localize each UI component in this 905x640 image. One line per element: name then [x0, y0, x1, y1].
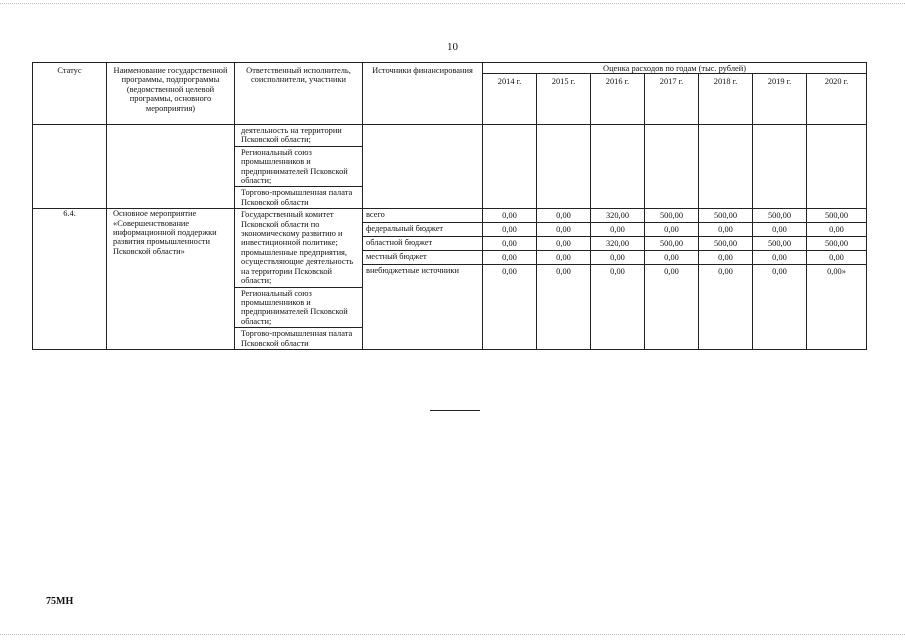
value-cell: 0,00: [772, 267, 787, 277]
value-cell: 500,00: [807, 209, 866, 223]
executor-line: Региональный союз промышленников и предпринимателей Псковской области;: [235, 288, 362, 329]
value-cell: 500,00: [699, 209, 752, 223]
value-cell: 0,00: [483, 223, 536, 237]
continuation-value-cell: [645, 125, 699, 209]
source-federal: федеральный бюджет: [363, 223, 482, 237]
value-cell: 320,00: [591, 237, 644, 251]
page-number: 10: [447, 41, 458, 53]
value-cell: 0,00: [537, 251, 590, 265]
end-divider-line: [430, 410, 480, 411]
value-cell: 0,00: [610, 267, 625, 277]
value-cell: 0,00: [664, 267, 679, 277]
header-estimate: Оценка расходов по годам (тыс. рублей): [483, 63, 867, 74]
header-year: 2015 г.: [537, 74, 591, 125]
value-cell: 0,00»: [827, 267, 846, 277]
header-sources: Источники финансирования: [363, 63, 483, 125]
continuation-value-cell: [699, 125, 753, 209]
value-cell: 0,00: [483, 237, 536, 251]
value-cell: 0,00: [502, 267, 517, 277]
year-values-2019: [753, 209, 807, 350]
continuation-value-cell: [591, 125, 645, 209]
continuation-row: [33, 125, 867, 209]
executor-line: Торгово-промышленная палата Псковской области: [241, 188, 353, 207]
value-cell: 0,00: [591, 223, 644, 237]
header-year: 2016 г.: [591, 74, 645, 125]
value-cell: 320,00: [591, 209, 644, 223]
value-cell: 0,00: [699, 251, 752, 265]
value-cell: 0,00: [699, 223, 752, 237]
header-row-1: [33, 63, 867, 74]
value-cell: 0,00: [483, 209, 536, 223]
header-year: 2014 г.: [483, 74, 537, 125]
measure-name: Основное мероприятие «Совершенствование информационной поддержки развития промышленности Псковской области»: [107, 209, 235, 350]
value-cell: 0,00: [483, 251, 536, 265]
header-executor: Ответственный исполнитель, соисполнители, участники: [235, 63, 363, 125]
executor-line: Торгово-промышленная палата Псковской области: [241, 329, 353, 348]
value-cell: 0,00: [753, 251, 806, 265]
scan-edge-top: [0, 3, 905, 4]
value-cell: 0,00: [556, 267, 571, 277]
header-year: 2017 г.: [645, 74, 699, 125]
value-cell: 0,00: [645, 223, 698, 237]
continuation-status-cell: [33, 125, 107, 209]
measure-executor-cell: [235, 209, 363, 350]
header-year: 2019 г.: [753, 74, 807, 125]
header-name: Наименование государственной программы, подпрограммы (ведомственной целевой программы, основного мероприятия): [107, 63, 235, 125]
value-cell: 0,00: [753, 223, 806, 237]
value-cell: 500,00: [645, 237, 698, 251]
year-values-2014: [483, 209, 537, 350]
value-cell: 500,00: [807, 237, 866, 251]
value-cell: 500,00: [753, 209, 806, 223]
executor-line: Региональный союз промышленников и предпринимателей Псковской области;: [235, 147, 362, 188]
year-values-2015: [537, 209, 591, 350]
value-cell: 500,00: [645, 209, 698, 223]
header-year: 2018 г.: [699, 74, 753, 125]
source-local: местный бюджет: [363, 251, 482, 265]
value-cell: 0,00: [537, 223, 590, 237]
document-stamp: 75МН: [46, 596, 74, 607]
year-values-2017: [645, 209, 699, 350]
executor-line: деятельность на территории Псковской области;: [235, 125, 362, 147]
value-cell: 500,00: [753, 237, 806, 251]
scan-edge-bottom: [0, 634, 905, 635]
header-year: 2020 г.: [807, 74, 867, 125]
value-cell: 0,00: [807, 223, 866, 237]
value-cell: 500,00: [699, 237, 752, 251]
value-cell: 0,00: [537, 209, 590, 223]
measure-row: [33, 209, 867, 350]
executor-line: Государственный комитет Псковской области по экономическому развитию и инвестиционной политике; промышленные предприятия, осуществляющие деятельность на территории Псковской области;: [235, 209, 362, 287]
year-values-2018: [699, 209, 753, 350]
value-cell: 0,00: [537, 237, 590, 251]
source-total: всего: [363, 209, 482, 223]
value-cell: 0,00: [591, 251, 644, 265]
budget-table: [32, 62, 867, 350]
header-status: Статус: [33, 63, 107, 125]
continuation-value-cell: [753, 125, 807, 209]
budget-table-container: [32, 62, 866, 350]
measure-sources-cell: [363, 209, 483, 350]
continuation-value-cell: [483, 125, 537, 209]
continuation-name-cell: [107, 125, 235, 209]
year-values-2016: [591, 209, 645, 350]
source-regional: областной бюджет: [363, 237, 482, 251]
value-cell: 0,00: [718, 267, 733, 277]
continuation-value-cell: [807, 125, 867, 209]
continuation-executor-cell: [235, 125, 363, 209]
value-cell: 0,00: [645, 251, 698, 265]
year-values-2020: [807, 209, 867, 350]
continuation-source-cell: [363, 125, 483, 209]
continuation-value-cell: [537, 125, 591, 209]
value-cell: 0,00: [807, 251, 866, 265]
measure-status: 6.4.: [33, 209, 107, 350]
source-extrabudgetary: внебюджетные источники: [366, 266, 459, 276]
